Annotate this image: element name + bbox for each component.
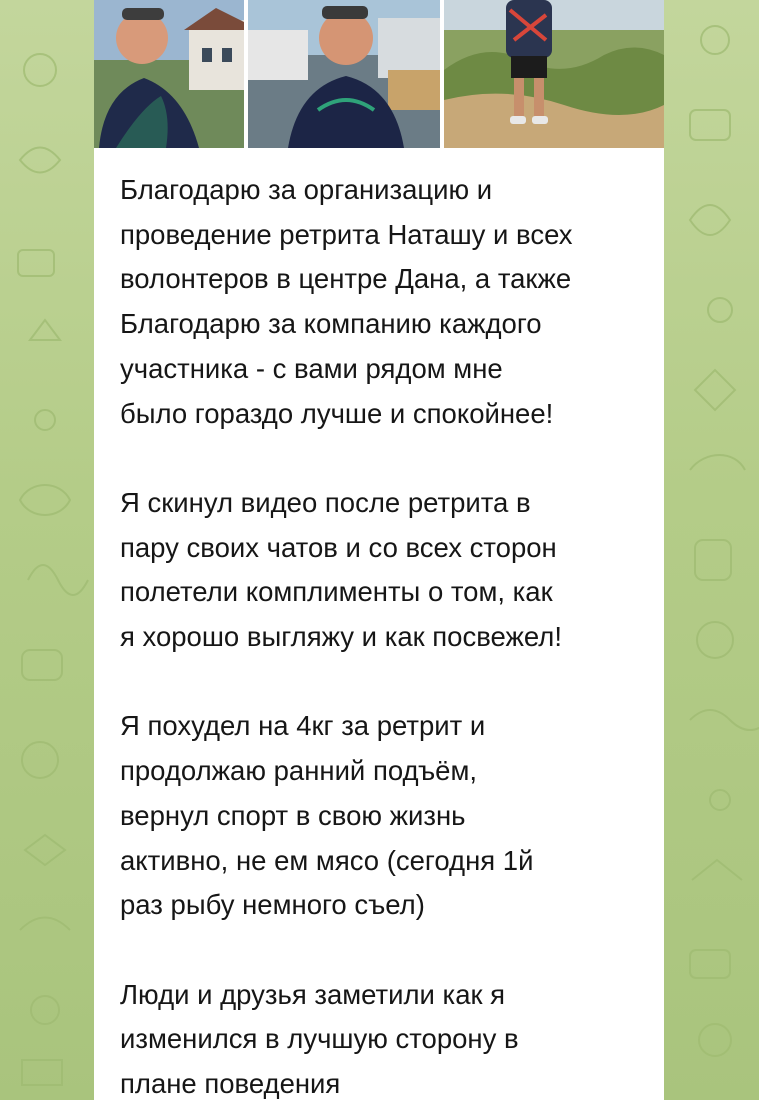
photo-selfie-harbor[interactable] xyxy=(248,0,440,148)
message-bubble xyxy=(94,0,664,1100)
man-standing-on-hill-image xyxy=(444,0,664,148)
message-paragraph-friends: Люди и друзья заметили как я изменился в лучшую сторону в плане поведения xyxy=(120,978,519,1100)
message-paragraph-video: Я скинул видео после ретрита в пару своих чатов и со всех сторон полетели комплименты о том, как я хорошо выгляжу и как посвежел! xyxy=(120,486,562,653)
photo-hill[interactable] xyxy=(444,0,664,148)
message-text xyxy=(120,168,660,1100)
selfie-at-harbor-image xyxy=(248,0,440,148)
message-paragraph-results: Я похудел на 4кг за ретрит и продолжаю ранний подъём, вернул спорт в свою жизнь активно, не ем мясо (сегодня 1й раз рыбу немного съел) xyxy=(120,710,534,921)
message-paragraph-gratitude: Благодарю за организацию и проведение ретрита Наташу и всех волонтеров в центре Дана, а также Благодарю за компанию каждого участника - с вами рядом мне было гораздо лучше и спокойнее! xyxy=(120,174,573,429)
selfie-with-house-image xyxy=(94,0,244,148)
photo-album[interactable] xyxy=(94,0,664,148)
photo-selfie-house[interactable] xyxy=(94,0,244,148)
